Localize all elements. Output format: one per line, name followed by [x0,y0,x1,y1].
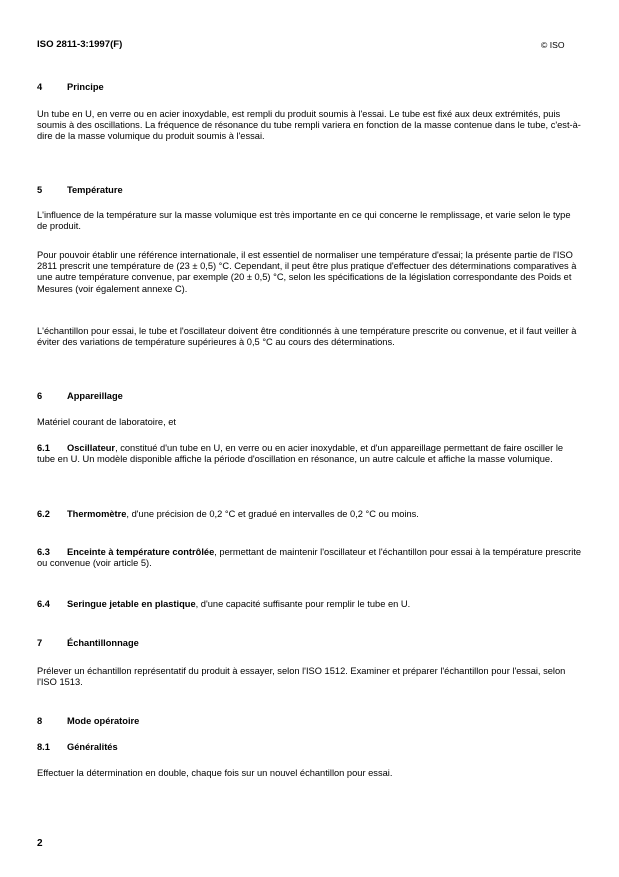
clause-number: 6.4 [37,599,50,609]
section-5-paragraph-2: Pour pouvoir établir une référence internationale, il est essentiel de normaliser une température d'essai; la présente partie de l'ISO 2811 prescrit une température de (23 ± 0,5) °C. Cependant, il peut être plus pratique d'effectuer des déterminations comparatives à une autre température convenue, par exemple (20 ± 0,5) °C, selon les spécifications de la législation correspondante des Poids et Mesures (voir également annexe C). [37,250,577,294]
document-id: ISO 2811-3:1997(F) [37,39,123,50]
section-title: Mode opératoire [67,716,140,726]
clause-6-2 [37,509,582,520]
section-5-paragraph-1: L'influence de la température sur la masse volumique est très importante en ce qui concerne le remplissage, et varie selon le type de produit. [37,210,571,232]
section-4-paragraph: Un tube en U, en verre ou en acier inoxydable, est rempli du produit soumis à l'essai. Le tube est fixé aux deux extrémités, puis soumis à des oscillations. La fréquence de résonance du tube rempli variera en fonction de la masse contenue dans le tube, c'est-à-dire de la masse volumique du produit soumis à l'essai. [37,109,581,142]
clause-6-1 [37,443,582,465]
clause-text: , constitué d'un tube en U, en verre ou en acier inoxydable, et d'un appareillage permettant de faire osciller le tube en U. Un modèle disponible affiche la période d'oscillation en résonance, un autre calcule et affiche la masse volumique. [37,443,564,465]
section-6-heading [37,391,123,401]
clause-number: 6.2 [37,509,50,519]
section-7-heading [37,638,139,648]
clause-term: Oscillateur [67,443,116,453]
clause-6-4 [37,599,582,610]
section-5-heading [37,185,123,195]
clause-number: 6.1 [37,443,50,453]
section-title: Échantillonnage [67,638,139,648]
copyright-notice: © ISO [541,40,565,50]
section-title: Principe [67,82,104,92]
section-number: 5 [37,185,43,195]
clause-text: , d'une précision de 0,2 °C et gradué en intervalles de 0,2 °C ou moins. [126,509,419,519]
section-number: 6 [37,391,43,401]
section-title: Température [67,185,123,195]
clause-text: , d'une capacité suffisante pour remplir le tube en U. [195,599,411,609]
subsection-number: 8.1 [37,742,50,752]
clause-term: Thermomètre [67,509,127,519]
section-number: 7 [37,638,43,648]
section-title: Appareillage [67,391,123,401]
subsection-title: Généralités [67,742,118,752]
section-7-paragraph: Prélever un échantillon représentatif du produit à essayer, selon l'ISO 1512. Examiner et préparer l'échantillon pour l'essai, selon l'ISO 1513. [37,666,566,688]
section-number: 8 [37,716,43,726]
clause-term: Enceinte à température contrôlée [67,547,215,557]
section-8-heading [37,716,139,726]
clause-number: 6.3 [37,547,50,557]
page-number: 2 [37,838,43,849]
clause-6-3 [37,547,582,569]
section-6-intro: Matériel courant de laboratoire, et [37,417,177,427]
clause-term: Seringue jetable en plastique [67,599,196,609]
section-5-paragraph-3: L'échantillon pour essai, le tube et l'oscillateur doivent être conditionnés à une température prescrite ou convenue, et il faut veiller à éviter des variations de température supérieures à 0,5 °C au cours des déterminations. [37,326,577,348]
clause-text: , permettant de maintenir l'oscillateur et l'échantillon pour essai à la température prescrite ou convenue (voir article 5). [37,547,582,569]
section-4-heading [37,82,104,92]
section-number: 4 [37,82,43,92]
subsection-8-1-paragraph: Effectuer la détermination en double, chaque fois sur un nouvel échantillon pour essai. [37,768,393,778]
subsection-8-1-heading [37,742,118,752]
